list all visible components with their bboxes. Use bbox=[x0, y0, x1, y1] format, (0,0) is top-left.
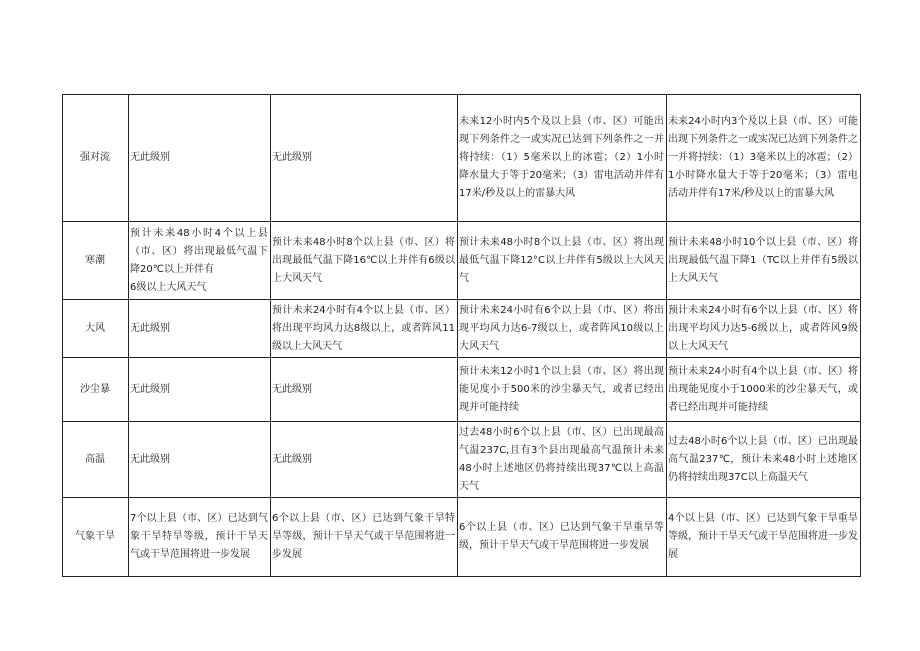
hazard-label: 强对流 bbox=[63, 95, 129, 222]
table-cell: 4个以上县（市、区）已达到气象干旱重旱等级，预计干旱天气或干旱范围将进一步发展 bbox=[667, 498, 861, 577]
table-row-strong-convection bbox=[63, 95, 861, 222]
table-cell: 6个以上县（市、区）已达到气象干旱特旱等级，预计干旱天气或干旱范围将进一步发展 bbox=[271, 498, 458, 577]
table-cell: 无此级别 bbox=[271, 422, 458, 498]
table-cell: 预计未来48小时8个以上县（市、区）将出现最低气温下降16℃以上并伴有6级以上大风天气 bbox=[271, 222, 458, 300]
table-cell: 未来24小时内3个及以上县（市、区）可能出现下列条件之一或实况已达到下列条件之一并将持续：（1）3毫米以上的冰雹；（2）1小时降水量大于等于20毫米；（3）雷电活动并伴有17米/秒及以上的雷暴大风 bbox=[667, 95, 861, 222]
table-cell: 无此级别 bbox=[129, 358, 271, 422]
table-row-high-temperature bbox=[63, 422, 861, 498]
hazard-label: 大风 bbox=[63, 300, 129, 358]
table-cell: 无此级别 bbox=[271, 358, 458, 422]
table-cell: 预计未来24小时有4个以上县（市、区）将出现能见度小于1000米的沙尘暴天气，或者已经出现并可能持续 bbox=[667, 358, 861, 422]
table-cell: 未来12小时内5个及以上县（市、区）可能出现下列条件之一或实况已达到下列条件之一并将持续：（1）5毫米以上的冰雹；（2）1小时降水量大于等于20毫米；（3）雷电活动并伴有17米/秒及以上的雷暴大风 bbox=[458, 95, 667, 222]
table-cell: 过去48小时6个以上县（市、区）已出现最高气温237C,且有3个县出现最高气温预计未来48小时上述地区仍将持续出现37℃以上高温天气 bbox=[458, 422, 667, 498]
table-cell: 预计未来48小时8个以上县（市、区）将出现最低气温下降12°C以上并伴有5级以上大风天气 bbox=[458, 222, 667, 300]
hazard-label: 沙尘暴 bbox=[63, 358, 129, 422]
table-row-drought bbox=[63, 498, 861, 577]
hazard-label: 高温 bbox=[63, 422, 129, 498]
table-cell: 6个以上县（市、区）已达到气象干旱重旱等级，预计干旱天气或干旱范围将进一步发展 bbox=[458, 498, 667, 577]
table-cell: 无此级别 bbox=[129, 422, 271, 498]
hazard-label: 寒潮 bbox=[63, 222, 129, 300]
hazard-label: 气象干旱 bbox=[63, 498, 129, 577]
table-cell: 无此级别 bbox=[129, 95, 271, 222]
table-cell: 预计未来24小时有4个以上县（市、区）将出现平均风力达8级以上，或者阵风11级以上大风天气 bbox=[271, 300, 458, 358]
table-cell: 预计未来12小时1个以上县（市、区）将出现能见度小于500米的沙尘暴天气，或者已经出现并可能持续 bbox=[458, 358, 667, 422]
table-row-sandstorm bbox=[63, 358, 861, 422]
table-row-cold-wave bbox=[63, 222, 861, 300]
table-cell: 无此级别 bbox=[271, 95, 458, 222]
table-cell: 7个以上县（市、区）已达到气象干旱特旱等级，预计干旱天气或干旱范围将进一步发展 bbox=[129, 498, 271, 577]
table-cell: 预计未来24小时有6个以上县（市、区）将出现平均风力达6-7级以上，或者阵风10级以上大风天气 bbox=[458, 300, 667, 358]
table-cell: 无此级别 bbox=[129, 300, 271, 358]
table-cell: 预计未来48小时10个以上县（市、区）将出现最低气温下降1（TC以上并伴有5级以上大风天气 bbox=[667, 222, 861, 300]
table-cell: 预计未来24小时有6个以上县（市、区）将出现平均风力达5-6级以上，或者阵风9级以上大风天气 bbox=[667, 300, 861, 358]
table-row-gale bbox=[63, 300, 861, 358]
table-cell: 预计未来48小时4个以上县（市、区）将出现最低气温下降20℃以上并伴有 6级以上大风天气 bbox=[129, 222, 271, 300]
warning-criteria-table bbox=[62, 94, 861, 577]
table-cell: 过去48小时6个以上县（市、区）已出现最高气温237℃，预计未来48小时上述地区仍将持续出现37C以上高温天气 bbox=[667, 422, 861, 498]
